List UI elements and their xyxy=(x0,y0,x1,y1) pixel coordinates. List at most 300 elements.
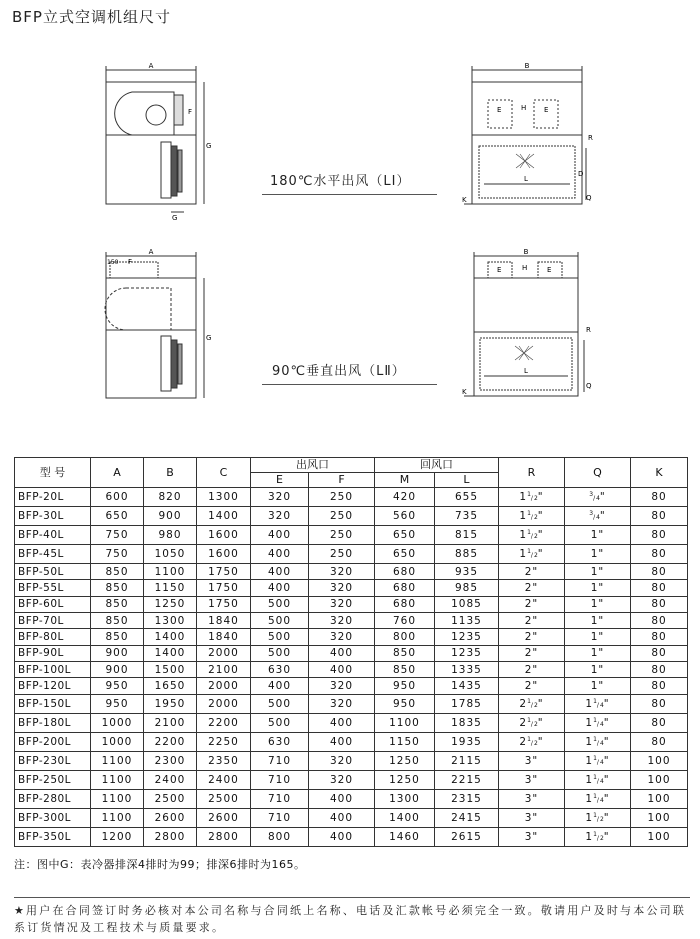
cell-f: 320 xyxy=(309,564,375,580)
cell-q-w: 1 xyxy=(585,792,594,805)
cell-l: 2415 xyxy=(435,808,499,827)
cell-q-w: 1 xyxy=(585,754,594,767)
caption-horizontal-outlet: 180℃水平出风（LI） xyxy=(270,174,411,189)
cell-f: 320 xyxy=(309,694,375,713)
table-row xyxy=(15,488,688,507)
cell-e: 630 xyxy=(251,732,309,751)
cell-b: 2400 xyxy=(144,770,197,789)
label-H-2: H xyxy=(522,264,528,272)
cell-r xyxy=(499,694,565,713)
cell-q-w: 1" xyxy=(590,663,605,676)
cell-q-s: " xyxy=(603,811,610,824)
cell-r-s: " xyxy=(537,548,544,560)
cell-q-n: 1 xyxy=(593,830,597,838)
label-F-2: F xyxy=(128,258,133,266)
cell-l: 1835 xyxy=(435,713,499,732)
cell-k: 80 xyxy=(631,629,688,645)
cell-mm: 1460 xyxy=(375,827,435,846)
cell-r-w: 1 xyxy=(519,491,528,503)
cell-r-d: 2 xyxy=(533,720,538,728)
cell-q xyxy=(565,789,631,808)
cell-q xyxy=(565,488,631,507)
cell-r-w: 3" xyxy=(524,811,539,824)
cell-b: 2600 xyxy=(144,808,197,827)
cell-r-s: " xyxy=(537,735,544,748)
cell-b: 900 xyxy=(144,507,197,526)
cell-q-d: 4 xyxy=(599,720,604,728)
cell-k: 80 xyxy=(631,713,688,732)
table-row xyxy=(15,694,688,713)
cell-b: 2200 xyxy=(144,732,197,751)
cell-c: 1840 xyxy=(197,629,251,645)
cell-q-n: 3 xyxy=(589,510,594,517)
cell-q-n: 1 xyxy=(593,792,597,800)
cell-l: 1335 xyxy=(435,662,499,678)
cell-l: 2615 xyxy=(435,827,499,846)
cell-r-w: 1 xyxy=(519,510,528,522)
cell-r-w: 2" xyxy=(524,631,539,644)
cell-model: BFP-20L xyxy=(15,488,91,507)
cell-r-w: 3" xyxy=(524,830,539,843)
cell-r xyxy=(499,545,565,564)
cell-r-w: 2" xyxy=(524,663,539,676)
table-row xyxy=(15,645,688,661)
cell-k: 80 xyxy=(631,732,688,751)
label-G-bottom: G xyxy=(172,214,178,222)
cell-r xyxy=(499,789,565,808)
cell-c: 2000 xyxy=(197,694,251,713)
cell-l: 885 xyxy=(435,545,499,564)
caption-underline xyxy=(262,194,437,195)
cell-k: 80 xyxy=(631,526,688,545)
cell-mm: 1100 xyxy=(375,713,435,732)
cell-l: 2215 xyxy=(435,770,499,789)
dimensions-table xyxy=(14,457,688,847)
cell-mm: 800 xyxy=(375,629,435,645)
fraction-slash: / xyxy=(530,739,534,747)
label-B-2: B xyxy=(523,248,529,256)
cell-e: 400 xyxy=(251,545,309,564)
cell-c: 2600 xyxy=(197,808,251,827)
cell-q-s: " xyxy=(603,792,610,805)
cell-r-n: 1 xyxy=(527,510,531,517)
cell-q-s: " xyxy=(603,735,610,748)
cell-q-w: 1 xyxy=(585,773,594,786)
cell-r-s: " xyxy=(537,529,544,541)
fraction-slash: / xyxy=(596,796,600,804)
cell-f: 320 xyxy=(309,770,375,789)
header-C: C xyxy=(197,458,251,488)
label-G-2: G xyxy=(206,334,212,342)
cell-q-w: 1 xyxy=(585,811,594,824)
cell-f: 320 xyxy=(309,751,375,770)
cell-q-w: 1" xyxy=(590,565,605,578)
fraction-slash: / xyxy=(530,552,534,559)
cell-c: 2500 xyxy=(197,789,251,808)
cell-q-n: 3 xyxy=(589,491,594,498)
cell-a: 600 xyxy=(91,488,144,507)
cell-r xyxy=(499,645,565,661)
cell-r xyxy=(499,507,565,526)
cell-r xyxy=(499,732,565,751)
cell-r-d: 2 xyxy=(533,701,538,709)
cell-c: 2350 xyxy=(197,751,251,770)
footer-notice: ★用户在合同签订时务必核对本公司名称与合同纸上名称、电话及汇款帐号必须完全一致。敬请用户及时与本公司联系订货情况及工程技术与质量要求。 xyxy=(14,904,687,934)
table-row xyxy=(15,613,688,629)
cell-q-d: 4 xyxy=(599,701,604,709)
cell-q xyxy=(565,751,631,770)
cell-e: 400 xyxy=(251,564,309,580)
header-model: 型 号 xyxy=(15,458,91,488)
cell-q xyxy=(565,580,631,596)
table-row xyxy=(15,507,688,526)
table-row xyxy=(15,526,688,545)
cell-mm: 650 xyxy=(375,526,435,545)
table-row xyxy=(15,629,688,645)
header-E: E xyxy=(251,473,309,488)
cell-a: 850 xyxy=(91,564,144,580)
cell-a: 650 xyxy=(91,507,144,526)
cell-q-w: 1" xyxy=(590,598,605,611)
cell-e: 500 xyxy=(251,713,309,732)
cell-q-w: 1 xyxy=(585,716,594,729)
cell-e: 500 xyxy=(251,629,309,645)
cell-r-d: 2 xyxy=(533,495,538,502)
cell-c: 2200 xyxy=(197,713,251,732)
cell-k: 80 xyxy=(631,613,688,629)
cell-e: 710 xyxy=(251,751,309,770)
cell-q-w: 1 xyxy=(585,735,594,748)
label-H: H xyxy=(521,104,527,112)
footer-divider xyxy=(14,897,690,898)
label-G: G xyxy=(206,142,212,150)
cell-e: 500 xyxy=(251,613,309,629)
cell-model: BFP-90L xyxy=(15,645,91,661)
cell-r-w: 1 xyxy=(519,548,528,560)
side-view-vertical-drawing xyxy=(96,248,216,413)
label-E-left: E xyxy=(497,106,502,114)
caption-underline-2 xyxy=(262,384,437,385)
cell-q-n: 1 xyxy=(593,697,597,705)
cell-a: 950 xyxy=(91,678,144,694)
cell-r-s: " xyxy=(537,491,544,503)
fraction-slash: / xyxy=(593,514,597,521)
fraction-slash: / xyxy=(596,834,600,842)
cell-q xyxy=(565,596,631,612)
cell-model: BFP-30L xyxy=(15,507,91,526)
cell-r-w: 2 xyxy=(519,716,528,729)
cell-q-d: 2 xyxy=(599,815,604,823)
fraction-slash: / xyxy=(530,701,534,709)
cell-r-n: 1 xyxy=(527,697,531,705)
cell-a: 850 xyxy=(91,629,144,645)
table-row xyxy=(15,732,688,751)
cell-l: 985 xyxy=(435,580,499,596)
cell-a: 1100 xyxy=(91,770,144,789)
cell-q xyxy=(565,694,631,713)
cell-a: 1100 xyxy=(91,789,144,808)
label-E-right: E xyxy=(544,106,549,114)
cell-c: 1600 xyxy=(197,526,251,545)
header-outlet: 出风口 xyxy=(251,458,375,473)
cell-q xyxy=(565,713,631,732)
cell-f: 400 xyxy=(309,713,375,732)
label-L: L xyxy=(524,175,528,183)
fraction-slash: / xyxy=(596,758,600,766)
cell-f: 250 xyxy=(309,507,375,526)
cell-f: 250 xyxy=(309,545,375,564)
cell-r-n: 1 xyxy=(527,529,531,536)
cell-f: 400 xyxy=(309,827,375,846)
cell-b: 1400 xyxy=(144,645,197,661)
cell-q xyxy=(565,678,631,694)
cell-r-s: " xyxy=(537,510,544,522)
label-K: K xyxy=(462,196,467,204)
cell-r-w: 2" xyxy=(524,582,539,595)
cell-q-d: 4 xyxy=(596,514,600,521)
cell-mm: 1400 xyxy=(375,808,435,827)
cell-q-n: 1 xyxy=(593,754,597,762)
cell-q-w: 1" xyxy=(590,680,605,693)
cell-mm: 650 xyxy=(375,545,435,564)
cell-r-w: 3" xyxy=(524,773,539,786)
cell-b: 2500 xyxy=(144,789,197,808)
cell-f: 250 xyxy=(309,526,375,545)
cell-e: 800 xyxy=(251,827,309,846)
cell-mm: 1250 xyxy=(375,751,435,770)
cell-e: 500 xyxy=(251,596,309,612)
cell-r-w: 2" xyxy=(524,680,539,693)
cell-mm: 760 xyxy=(375,613,435,629)
cell-q xyxy=(565,564,631,580)
cell-e: 400 xyxy=(251,678,309,694)
cell-model: BFP-230L xyxy=(15,751,91,770)
header-F: F xyxy=(309,473,375,488)
cell-b: 2100 xyxy=(144,713,197,732)
cell-k: 80 xyxy=(631,580,688,596)
cell-r-n: 1 xyxy=(527,735,531,743)
table-row xyxy=(15,751,688,770)
cell-k: 100 xyxy=(631,789,688,808)
cell-l: 1935 xyxy=(435,732,499,751)
table-row xyxy=(15,827,688,846)
header-A: A xyxy=(91,458,144,488)
cell-model: BFP-150L xyxy=(15,694,91,713)
cell-r-n: 1 xyxy=(527,548,531,555)
cell-q xyxy=(565,827,631,846)
cell-r xyxy=(499,596,565,612)
cell-q-s: " xyxy=(603,754,610,767)
front-view-vertical-drawing xyxy=(460,248,600,408)
cell-model: BFP-50L xyxy=(15,564,91,580)
cell-l: 1135 xyxy=(435,613,499,629)
cell-a: 1000 xyxy=(91,713,144,732)
cell-model: BFP-70L xyxy=(15,613,91,629)
cell-model: BFP-60L xyxy=(15,596,91,612)
fraction-slash: / xyxy=(530,533,534,540)
cell-c: 2000 xyxy=(197,645,251,661)
label-A: A xyxy=(148,62,154,70)
cell-l: 1235 xyxy=(435,645,499,661)
side-view-horizontal-drawing xyxy=(96,60,216,225)
cell-e: 400 xyxy=(251,526,309,545)
header-return: 回风口 xyxy=(375,458,499,473)
cell-b: 2300 xyxy=(144,751,197,770)
cell-r-d: 2 xyxy=(533,552,538,559)
cell-r-w: 2 xyxy=(519,735,528,748)
cell-mm: 680 xyxy=(375,580,435,596)
cell-mm: 560 xyxy=(375,507,435,526)
cell-e: 320 xyxy=(251,507,309,526)
table-row xyxy=(15,808,688,827)
cell-model: BFP-120L xyxy=(15,678,91,694)
cell-q-w: 1 xyxy=(585,697,594,710)
cell-k: 80 xyxy=(631,564,688,580)
cell-f: 320 xyxy=(309,629,375,645)
cell-l: 2315 xyxy=(435,789,499,808)
cell-c: 1400 xyxy=(197,507,251,526)
cell-l: 815 xyxy=(435,526,499,545)
cell-mm: 680 xyxy=(375,564,435,580)
fraction-slash: / xyxy=(530,514,534,521)
cell-mm: 1150 xyxy=(375,732,435,751)
table-row xyxy=(15,596,688,612)
cell-k: 80 xyxy=(631,507,688,526)
label-E-2-left: E xyxy=(497,266,502,274)
cell-c: 2000 xyxy=(197,678,251,694)
table-row xyxy=(15,678,688,694)
cell-f: 320 xyxy=(309,678,375,694)
cell-b: 1100 xyxy=(144,564,197,580)
label-R-2: R xyxy=(586,326,591,334)
cell-c: 2100 xyxy=(197,662,251,678)
cell-r xyxy=(499,808,565,827)
cell-l: 935 xyxy=(435,564,499,580)
cell-e: 320 xyxy=(251,488,309,507)
cell-e: 500 xyxy=(251,694,309,713)
cell-b: 1500 xyxy=(144,662,197,678)
cell-mm: 420 xyxy=(375,488,435,507)
cell-q-n: 1 xyxy=(593,811,597,819)
cell-c: 1840 xyxy=(197,613,251,629)
cell-a: 900 xyxy=(91,645,144,661)
cell-f: 400 xyxy=(309,789,375,808)
cell-k: 80 xyxy=(631,596,688,612)
cell-c: 1600 xyxy=(197,545,251,564)
cell-k: 80 xyxy=(631,678,688,694)
cell-q-w: 1 xyxy=(585,830,594,843)
cell-b: 1400 xyxy=(144,629,197,645)
cell-f: 400 xyxy=(309,732,375,751)
cell-q-w: 1" xyxy=(590,548,605,560)
cell-q xyxy=(565,662,631,678)
cell-r xyxy=(499,751,565,770)
cell-r-d: 2 xyxy=(533,533,538,540)
cell-r-w: 3" xyxy=(524,792,539,805)
fraction-slash: / xyxy=(530,720,534,728)
cell-e: 500 xyxy=(251,645,309,661)
cell-l: 1085 xyxy=(435,596,499,612)
cell-r xyxy=(499,580,565,596)
cell-b: 820 xyxy=(144,488,197,507)
cell-model: BFP-100L xyxy=(15,662,91,678)
cell-q-w: 1" xyxy=(590,631,605,644)
cell-r xyxy=(499,770,565,789)
cell-c: 1750 xyxy=(197,580,251,596)
cell-r xyxy=(499,662,565,678)
cell-a: 1000 xyxy=(91,732,144,751)
cell-a: 850 xyxy=(91,580,144,596)
cell-b: 1050 xyxy=(144,545,197,564)
cell-b: 1950 xyxy=(144,694,197,713)
cell-k: 80 xyxy=(631,645,688,661)
cell-q-d: 4 xyxy=(599,739,604,747)
cell-f: 400 xyxy=(309,662,375,678)
table-body xyxy=(15,488,688,847)
cell-c: 1300 xyxy=(197,488,251,507)
label-E-2-right: E xyxy=(547,266,552,274)
cell-b: 1300 xyxy=(144,613,197,629)
cell-q-w: 1" xyxy=(590,614,605,627)
cell-c: 2400 xyxy=(197,770,251,789)
cell-c: 2250 xyxy=(197,732,251,751)
cell-e: 710 xyxy=(251,770,309,789)
cell-q-d: 2 xyxy=(599,834,604,842)
label-B: B xyxy=(524,62,530,70)
cell-r-d: 2 xyxy=(533,514,538,521)
cell-e: 400 xyxy=(251,580,309,596)
label-L-2: L xyxy=(524,367,528,375)
cell-model: BFP-180L xyxy=(15,713,91,732)
cell-a: 1200 xyxy=(91,827,144,846)
cell-f: 250 xyxy=(309,488,375,507)
cell-k: 80 xyxy=(631,694,688,713)
table-row xyxy=(15,545,688,564)
cell-r xyxy=(499,678,565,694)
cell-q-d: 4 xyxy=(596,495,600,502)
cell-r-n: 1 xyxy=(527,491,531,498)
cell-r-w: 3" xyxy=(524,754,539,767)
cell-l: 1235 xyxy=(435,629,499,645)
cell-q xyxy=(565,645,631,661)
table-row xyxy=(15,770,688,789)
cell-f: 320 xyxy=(309,580,375,596)
label-A-2: A xyxy=(148,248,154,256)
cell-r xyxy=(499,564,565,580)
fraction-slash: / xyxy=(596,701,600,709)
cell-f: 320 xyxy=(309,613,375,629)
cell-r xyxy=(499,713,565,732)
cell-q-s: " xyxy=(603,773,610,786)
cell-r xyxy=(499,526,565,545)
cell-q-s: " xyxy=(599,491,606,503)
cell-b: 1150 xyxy=(144,580,197,596)
cell-mm: 1250 xyxy=(375,770,435,789)
cell-r-w: 2" xyxy=(524,565,539,578)
cell-mm: 850 xyxy=(375,645,435,661)
cell-l: 735 xyxy=(435,507,499,526)
cell-r-d: 2 xyxy=(533,739,538,747)
cell-l: 1785 xyxy=(435,694,499,713)
fraction-slash: / xyxy=(596,815,600,823)
cell-q-w: 1" xyxy=(590,582,605,595)
table-note: 注：图中G：表冷器排深4排时为99；排深6排时为165。 xyxy=(14,858,306,871)
cell-mm: 950 xyxy=(375,678,435,694)
label-D: D xyxy=(578,170,584,178)
cell-c: 1750 xyxy=(197,596,251,612)
cell-q-s: " xyxy=(603,716,610,729)
cell-k: 100 xyxy=(631,808,688,827)
